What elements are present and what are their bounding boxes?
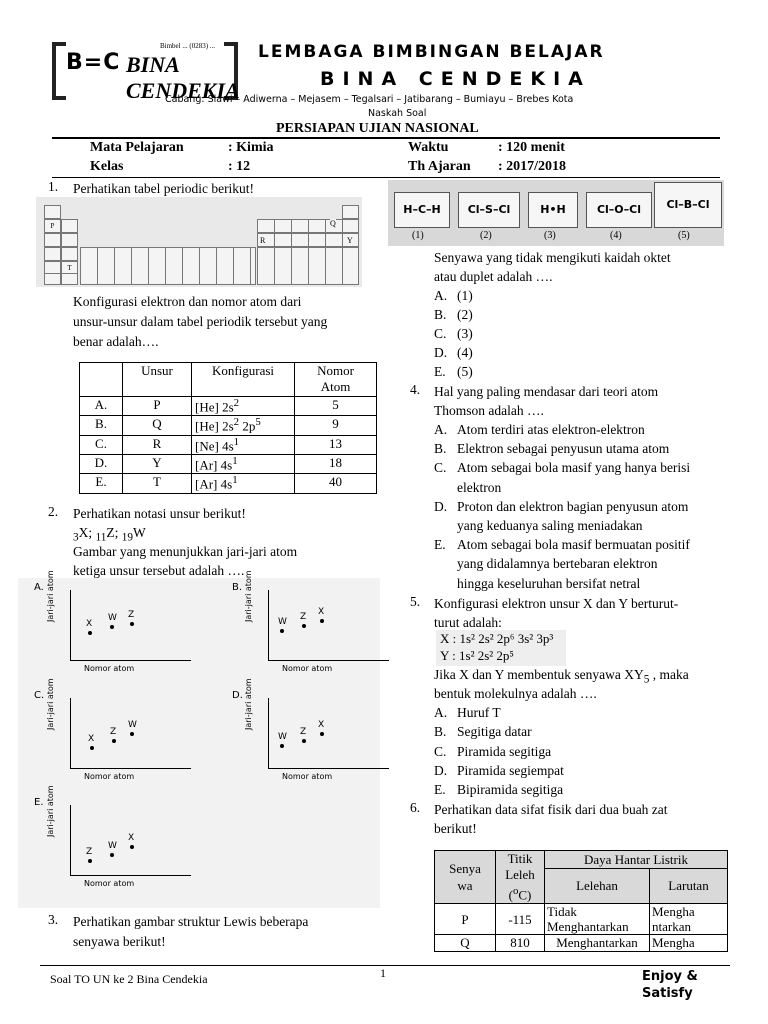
periodic-table [36, 197, 362, 287]
q1-stem: Perhatikan tabel periodic berikut! [73, 181, 255, 196]
q4-text-2: Thomson adalah …. [434, 403, 544, 418]
q2-notation: $_3$X; $_{11}$Z; $_{19}$W [73, 525, 146, 544]
q3-option-key: C. [434, 326, 447, 341]
graph-x-label: Nomor atom [84, 879, 135, 888]
header-rule [52, 137, 720, 139]
lewis-1: H–C–H [394, 192, 450, 228]
subject-value: : Kimia [228, 140, 274, 155]
table-row: B. Q [He] $2s^2$ $2p^5$ 9 [80, 416, 377, 435]
q5-text-2: turut adalah: [434, 615, 502, 630]
q5-number: 5. [410, 594, 421, 609]
table-row: A. P [He] $2s^2$ 5 [80, 397, 377, 416]
meta-rule [52, 177, 720, 178]
q4-text-1: Hal yang paling mendasar dari teori atom [434, 384, 659, 399]
graph-x-label: Nomor atom [84, 664, 135, 673]
q5-option: Piramida segitiga [457, 743, 552, 759]
col-senyawa: Senya wa [435, 851, 496, 904]
table-row: C. R [Ne] $4s^1$ 13 [80, 435, 377, 454]
graph-point [130, 732, 134, 736]
col-daya-hantar: Daya Hantar Listrik [545, 851, 728, 869]
q3-number: 3. [48, 912, 59, 927]
graph-y-label: Jari-jari atom [244, 678, 253, 730]
q3-question-2: atau duplet adalah …. [434, 269, 553, 284]
table-row: E. T [Ar] $4s^1$ 40 [80, 474, 377, 493]
graph-option-label: A. [34, 582, 44, 593]
q4-option-line: elektron [457, 479, 502, 495]
pt-label-p: P [50, 222, 55, 230]
graph-x-label: Nomor atom [84, 772, 135, 781]
graph-x-label: Nomor atom [282, 664, 333, 673]
logo-small-text: Bimbel ... (0283) ... [160, 42, 216, 50]
graph-point [302, 624, 306, 628]
q5-option: Bipiramida segitiga [457, 782, 564, 798]
q4-option-line: Atom sebagai bola masif bermuatan positif [457, 537, 690, 553]
year-label: Th Ajaran [408, 159, 471, 174]
q4-option-line: Atom sebagai bola masif yang hanya berisi [457, 460, 691, 476]
q5-text-1: Konfigurasi elektron unsur X dan Y berturut- [434, 596, 679, 611]
graph-y-label: Jari-jari atom [46, 570, 55, 622]
graph-point [130, 845, 134, 849]
q6-text-2: berikut! [434, 821, 477, 836]
q3-option: (2) [457, 307, 473, 322]
q2-number: 2. [48, 504, 59, 519]
pt-label-q: Q [330, 219, 336, 228]
doc-type: Naskah Soal [368, 108, 427, 119]
graph-point-label: W [108, 841, 117, 851]
subject-label: Mata Pelajaran [90, 140, 184, 155]
graph-point [280, 744, 284, 748]
table-row: Q 810 Menghantarkan Mengha [435, 935, 728, 952]
q4-option-line: yang didalamnya bertebaran elektron [457, 556, 658, 572]
graph-point-label: X [128, 833, 135, 843]
q3-option: (1) [457, 288, 473, 303]
graph-point [320, 732, 324, 736]
graph-point-label: X [318, 720, 325, 730]
q1-number: 1. [48, 179, 59, 194]
col-lelehan: Lelehan [545, 869, 650, 904]
q3-text-1: Perhatikan gambar struktur Lewis beberapa [73, 914, 309, 929]
graph-point [130, 622, 134, 626]
q4-number: 4. [410, 382, 421, 397]
col-titik-leleh: Titik Leleh ($^o$C) [496, 851, 545, 904]
q3-option-key: E. [434, 364, 446, 379]
q3-option-key: B. [434, 307, 447, 322]
q4-option-key: D. [434, 498, 448, 514]
q4-option-key: C. [434, 460, 447, 476]
lewis-5: Cl–B–Cl [654, 182, 722, 228]
graph-option-label: E. [34, 797, 44, 808]
graph-y-label: Jari-jari atom [46, 678, 55, 730]
q3-option-key: D. [434, 345, 448, 360]
q2-text-1: Gambar yang menunjukkan jari-jari atom [73, 544, 298, 559]
q5-option-key: E. [434, 782, 446, 798]
q4-option-line: Atom terdiri atas elektron-elektron [457, 422, 645, 437]
col-unsur: Unsur [123, 363, 192, 397]
graph-point [110, 625, 114, 629]
x-config: X : 1s² 2s² 2p⁶ 3s² 3p³ [440, 631, 554, 646]
graph-x-label: Nomor atom [282, 772, 333, 781]
q4-option-line: hingga keseluruhan bersifat netral [457, 575, 641, 591]
time-value: : 120 menit [498, 140, 565, 155]
q4-option-line: Proton dan elektron bagian penyusun atom [457, 498, 689, 514]
logo-letters: B=C [66, 50, 121, 75]
q2-stem: Perhatikan notasi unsur berikut! [73, 506, 246, 521]
q1-text-3: benar adalah…. [73, 334, 159, 349]
q3-option: (4) [457, 345, 473, 360]
graph-point [302, 739, 306, 743]
graph-option-label: C. [34, 690, 45, 701]
graph-point-label: Z [300, 727, 307, 737]
q3-text-2: senyawa berikut! [73, 934, 166, 949]
q4-option-key: E. [434, 537, 446, 553]
institution-name: LEMBAGA BIMBINGAN BELAJAR [258, 42, 605, 62]
footer-slogan: Enjoy & Satisfy [642, 969, 698, 1001]
q1-text-2: unsur-unsur dalam tabel periodik tersebut yang [73, 314, 328, 329]
class-label: Kelas [90, 159, 124, 174]
footer-left: Soal TO UN ke 2 Bina Cendekia [50, 972, 208, 986]
q4-option-line: Elektron sebagai penyusun utama atom [457, 441, 670, 457]
q5-option: Huruf T [457, 705, 501, 720]
col-nomor: Nomor Atom [295, 363, 377, 397]
class-value: : 12 [228, 159, 251, 174]
q5-text-3: Jika X dan Y membentuk senyawa $XY_5$ , maka [434, 667, 689, 686]
q5-option-key: B. [434, 724, 447, 740]
table-row: D. Y [Ar] $4s^1$ 18 [80, 454, 377, 473]
q4-option-line: yang keduanya saling meniadakan [457, 518, 643, 533]
graph-point [320, 619, 324, 623]
graph-point-label: Z [300, 612, 307, 622]
graph-point [90, 746, 94, 750]
q6-text-1: Perhatikan data sifat fisik dari dua buah zat [434, 802, 668, 817]
q3-option-key: A. [434, 288, 448, 303]
graph-point-label: Z [86, 847, 93, 857]
graph-point-label: Z [128, 610, 135, 620]
table-row: P -115 Tidak Menghantarkan Mengha ntarkan [435, 904, 728, 935]
graph-option-label: B. [232, 582, 243, 593]
q4-option-key: A. [434, 422, 448, 437]
graph-point-label: W [128, 720, 137, 730]
q5-option: Piramida segiempat [457, 762, 564, 778]
col-larutan: Larutan [650, 869, 728, 904]
graph-point [280, 629, 284, 633]
graph-point [110, 853, 114, 857]
logo [52, 42, 240, 103]
pt-label-y: Y [347, 236, 353, 245]
year-value: : 2017/2018 [498, 159, 567, 174]
q6-properties-table [434, 850, 728, 952]
q5-text-4: bentuk molekulnya adalah …. [434, 686, 597, 701]
graph-point [88, 631, 92, 635]
graph-point-label: W [108, 613, 117, 623]
time-label: Waktu [408, 140, 449, 155]
lewis-3: H•H [528, 192, 578, 228]
graph-point-label: X [318, 607, 325, 617]
q1-options-table [79, 362, 377, 494]
y-config: Y : 1s² 2s² 2p⁵ [440, 648, 514, 663]
institution-brand: BINA CENDEKIA [320, 68, 591, 90]
graph-point [88, 859, 92, 863]
lewis-4: Cl–O–Cl [586, 192, 652, 228]
pt-label-t: T [67, 264, 72, 272]
lewis-structures: H–C–H Cl–S–Cl H•H Cl–O–Cl Cl–B–Cl (1) (2) (3) (4) (5) [388, 180, 724, 246]
q5-option-key: C. [434, 743, 447, 759]
graph-point-label: Z [110, 727, 117, 737]
q2-text-2: ketiga unsur tersebut adalah …. [73, 563, 245, 578]
graph-point-label: W [278, 732, 287, 742]
graph-point-label: W [278, 617, 287, 627]
col-konfigurasi: Konfigurasi [192, 363, 295, 397]
q5-option-key: A. [434, 705, 448, 720]
graph-option-label: D. [232, 690, 243, 701]
page-title: PERSIAPAN UJIAN NASIONAL [276, 121, 479, 136]
q3-question-1: Senyawa yang tidak mengikuti kaidah oktet [434, 250, 671, 265]
q5-option-key: D. [434, 762, 448, 778]
branch-list: Cabang: Slawi – Adiwerna – Mejasem – Tegalsari – Jatibarang – Bumiayu – Brebes Kota [165, 94, 574, 105]
q5-option: Segitiga datar [457, 724, 532, 740]
graph-y-label: Jari-jari atom [46, 785, 55, 837]
logo-name: BINA CENDEKIA [126, 52, 240, 103]
q5-configurations [436, 630, 566, 666]
page-number: 1 [380, 966, 386, 980]
graph-point-label: X [88, 734, 95, 744]
graph-point-label: X [86, 619, 93, 629]
lewis-2: Cl–S–Cl [458, 192, 520, 228]
graph-point [112, 739, 116, 743]
pt-label-r: R [260, 236, 266, 245]
q3-option: (3) [457, 326, 473, 341]
graph-y-label: Jari-jari atom [244, 570, 253, 622]
q6-number: 6. [410, 800, 421, 815]
q4-option-key: B. [434, 441, 447, 457]
q3-option: (5) [457, 364, 473, 379]
q1-text-1: Konfigurasi elektron dan nomor atom dari [73, 294, 302, 309]
